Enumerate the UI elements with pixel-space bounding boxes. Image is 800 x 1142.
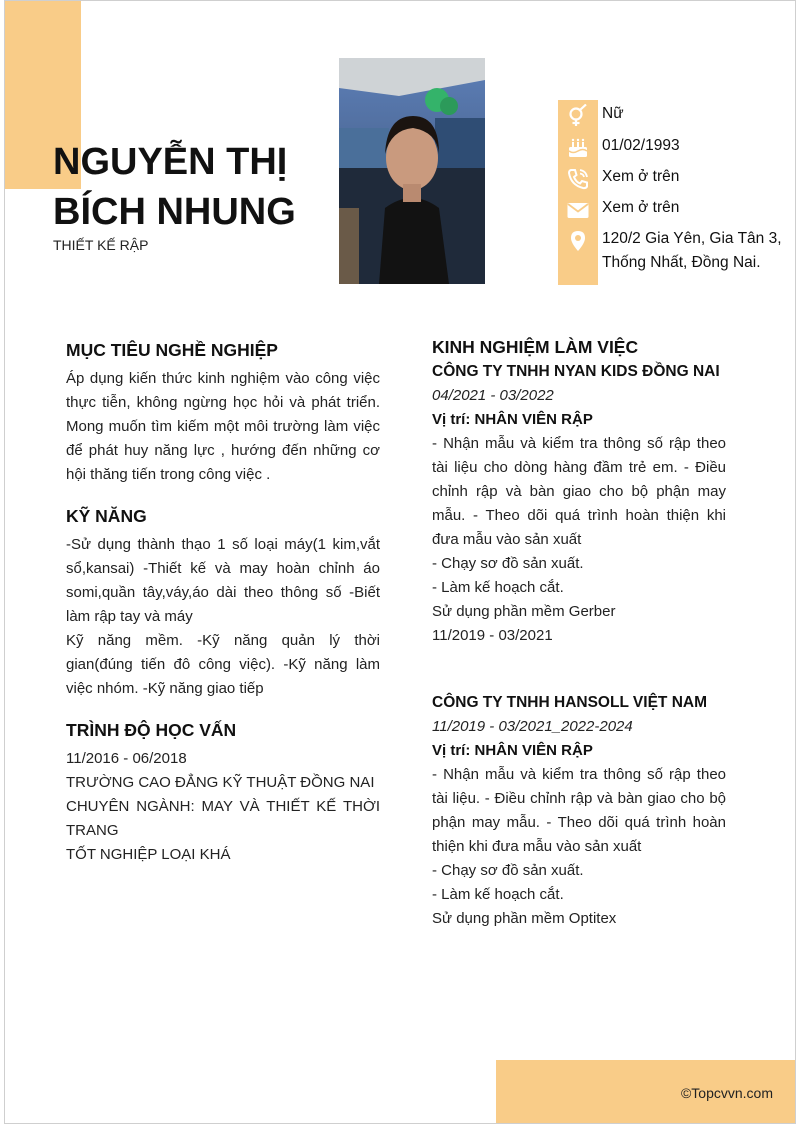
job-detail-line: - Chạy sơ đồ sản xuất. (432, 862, 584, 879)
email-value: Xem ở trên (602, 199, 680, 216)
footer-credit[interactable]: ©Topcvvn.com (680, 1085, 773, 1101)
job-company: CÔNG TY TNHH NYAN KIDS ĐỒNG NAI (432, 363, 720, 380)
education-section (66, 720, 380, 867)
phone-icon (558, 165, 598, 193)
gender-value: Nữ (602, 105, 624, 122)
education-period: 11/2016 - 06/2018 (66, 750, 187, 767)
job-detail-line: - Chạy sơ đồ sản xuất. (432, 555, 584, 572)
education-grade: TỐT NGHIỆP LOẠI KHÁ (66, 846, 231, 863)
job-detail-line: - Làm kế hoạch cắt. (432, 579, 564, 596)
contact-birthday (558, 134, 788, 162)
location-pin-icon (558, 227, 598, 255)
objective-heading: MỤC TIÊU NGHỀ NGHIỆP (66, 340, 278, 360)
skills-hard-text: -Sử dụng thành thạo 1 số loại máy(1 kim,vắt sổ,kansai) -Thiết kế và may hoàn chỉnh áo somi,quần tây,váy,áo dài theo thông số -Biết làm rập tay và máy (66, 536, 380, 625)
contact-address (558, 227, 788, 275)
experience-job-1 (432, 360, 726, 648)
job-detail-line: - Làm kế hoạch cắt. (432, 886, 564, 903)
job-description: - Nhận mẫu và kiểm tra thông số rập theo tài liệu cho dòng hàng đầm trẻ em. - Điều chỉnh rập và bàn giao cho bộ phận may mẫu. - Theo dõi quá trình hoàn thiện khi đưa mẫu vào sản xuất (432, 435, 726, 548)
candidate-name: NGUYỄN THỊ BÍCH NHUNG (53, 141, 296, 233)
education-school: TRƯỜNG CAO ĐẲNG KỸ THUẬT ĐỒNG NAI (66, 774, 375, 791)
contact-gender (558, 102, 788, 130)
objective-text: Áp dụng kiến thức kinh nghiệm vào công việc thực tiễn, không ngừng học hỏi và phát triển. Mong muốn tìm kiếm một môi trường làm việc để phát huy năng lực , hướng đến những cơ hội thăng tiến trong công việc . (66, 370, 380, 483)
experience-job-2 (432, 691, 726, 931)
job-period: 11/2019 - 03/2021_2022-2024 (432, 718, 633, 735)
job-detail-line: 11/2019 - 03/2021 (432, 627, 553, 644)
candidate-job-title: THIẾT KẾ RẬP (53, 237, 149, 253)
cv-page (4, 0, 796, 1124)
contact-phone (558, 165, 788, 193)
skills-section (66, 506, 380, 701)
address-value: 120/2 Gia Yên, Gia Tân 3, Thống Nhất, Đồng Nai. (602, 230, 782, 271)
education-heading: TRÌNH ĐỘ HỌC VẤN (66, 720, 237, 740)
birthday-cake-icon (558, 134, 598, 162)
job-detail-line: Sử dụng phần mềm Optitex (432, 910, 617, 927)
objective-section (66, 340, 380, 487)
job-detail-line: Sử dụng phần mềm Gerber (432, 603, 616, 620)
email-icon (558, 196, 598, 224)
experience-heading: KINH NGHIỆM LÀM VIỆC (432, 337, 639, 357)
birthday-value: 01/02/1993 (602, 137, 680, 154)
phone-value: Xem ở trên (602, 168, 680, 185)
contact-email (558, 196, 788, 224)
skills-soft-text: Kỹ năng mềm. -Kỹ năng quản lý thời gian(đúng tiến đô công việc). -Kỹ năng làm việc nhóm. -Kỹ năng giao tiếp (66, 632, 380, 697)
skills-heading: KỸ NĂNG (66, 506, 147, 526)
job-position: Vị trí: NHÂN VIÊN RẬP (432, 411, 593, 428)
gender-icon (558, 102, 598, 130)
profile-photo (339, 58, 485, 284)
job-period: 04/2021 - 03/2022 (432, 387, 554, 404)
education-major: CHUYÊN NGÀNH: MAY VÀ THIẾT KẾ THỜI TRANG (66, 798, 380, 839)
job-description: - Nhận mẫu và kiểm tra thông số rập theo tài liệu. - Điều chỉnh rập và bàn giao cho bộ phận may mẫu. - Theo dõi quá trình hoàn thiện khi đưa mẫu vào sản xuất (432, 766, 726, 855)
job-position: Vị trí: NHÂN VIÊN RẬP (432, 742, 593, 759)
job-company: CÔNG TY TNHH HANSOLL VIỆT NAM (432, 694, 707, 711)
experience-section (432, 337, 726, 648)
